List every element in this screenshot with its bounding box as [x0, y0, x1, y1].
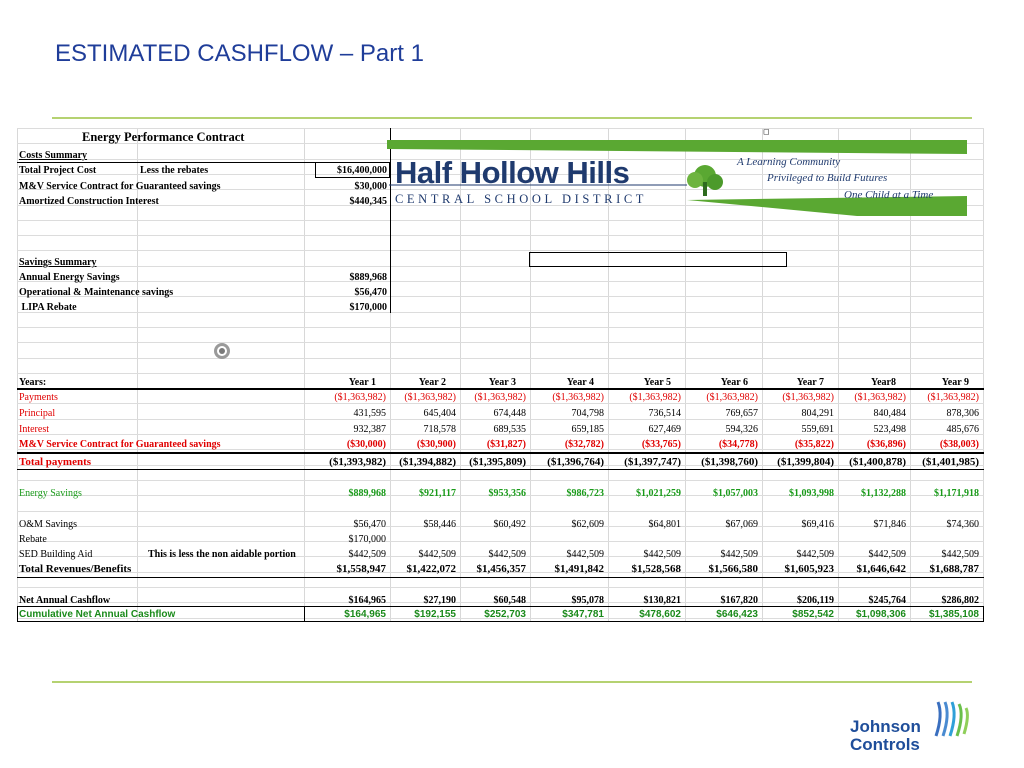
- cumulative-right-rule: [983, 606, 984, 622]
- cell-net-annual: $167,820: [720, 595, 758, 606]
- year-header: Year 3: [488, 377, 516, 388]
- cell-mv: ($34,778): [718, 439, 758, 450]
- cell-cumulative: $252,703: [484, 609, 526, 620]
- year-header: Year 7: [796, 377, 824, 388]
- grid-row: [17, 250, 984, 251]
- cell-mv: ($30,000): [346, 439, 386, 450]
- cell-mv: ($36,896): [866, 439, 906, 450]
- year-header: Year 9: [941, 377, 969, 388]
- year-header: Year 4: [566, 377, 594, 388]
- cell-om-savings: $60,492: [493, 519, 526, 530]
- year-header: Year8: [871, 377, 896, 388]
- cell-mv: ($30,900): [416, 439, 456, 450]
- empty-box: [529, 252, 787, 267]
- slide-title: ESTIMATED CASHFLOW – Part 1: [55, 40, 424, 67]
- cell-mv: ($32,782): [564, 439, 604, 450]
- row-label-sed: SED Building Aid: [19, 549, 93, 560]
- cell-payments: ($1,363,982): [629, 392, 681, 403]
- cell-om-savings: $74,360: [946, 519, 979, 530]
- cell-interest: 689,535: [493, 424, 526, 435]
- grid-col-0: [17, 128, 18, 622]
- cell-cumulative: $478,602: [639, 609, 681, 620]
- brand-line-1: Johnson: [850, 717, 921, 736]
- cumulative-bottom-rule: [17, 621, 984, 622]
- top-divider: [52, 117, 972, 119]
- cumulative-divider: [304, 606, 305, 622]
- cell-interest: 594,326: [725, 424, 758, 435]
- logo-subtitle: CENTRAL SCHOOL DISTRICT: [395, 192, 648, 206]
- grid-row: [17, 480, 984, 481]
- logo-tagline-2: Privileged to Build Futures: [767, 172, 888, 184]
- cell-om-savings: $64,801: [648, 519, 681, 530]
- cell-net-annual: $27,190: [423, 595, 456, 606]
- cell-net-annual: $95,078: [571, 595, 604, 606]
- saving-value-1: $56,470: [354, 287, 387, 298]
- grid-row: [17, 266, 984, 267]
- cell-cumulative: $852,542: [792, 609, 834, 620]
- cell-principal: 804,291: [801, 408, 834, 419]
- cell-total-revenues: $1,456,357: [476, 563, 526, 575]
- cell-net-annual: $130,821: [643, 595, 681, 606]
- row-label-net-annual: Net Annual Cashflow: [19, 595, 111, 606]
- grid-row: [17, 587, 984, 588]
- year-header: Year 6: [720, 377, 748, 388]
- cell-interest: 485,676: [946, 424, 979, 435]
- cell-energy-savings: $986,723: [566, 488, 604, 499]
- cell-interest: 627,469: [648, 424, 681, 435]
- cell-principal: 878,306: [946, 408, 979, 419]
- row-note-sed: This is less the non aidable portion: [148, 549, 296, 560]
- cell-net-annual: $206,119: [797, 595, 834, 606]
- cell-energy-savings: $1,132,288: [861, 488, 906, 499]
- row-label-mv: M&V Service Contract for Guaranteed savings: [19, 439, 221, 450]
- grid-row: [17, 220, 984, 221]
- grid-row: [17, 327, 984, 328]
- row-label-principal: Principal: [19, 408, 56, 419]
- cell-total-revenues: $1,491,842: [554, 563, 604, 575]
- years-separator: [17, 388, 984, 390]
- cell-total-payments: ($1,400,878): [849, 456, 906, 468]
- grid-row: [17, 541, 984, 542]
- saving-value-0: $889,968: [349, 272, 387, 283]
- row-label-energy-savings: Energy Savings: [19, 488, 82, 499]
- savings-summary-heading: Savings Summary: [19, 257, 97, 268]
- cell-payments: ($1,363,982): [927, 392, 979, 403]
- cell-net-annual: $245,764: [868, 595, 906, 606]
- saving-value-2: $170,000: [349, 302, 387, 313]
- cell-payments: ($1,363,982): [552, 392, 604, 403]
- cell-total-payments: ($1,401,985): [922, 456, 979, 468]
- cell-payments: ($1,363,982): [854, 392, 906, 403]
- cell-total-revenues: $1,558,947: [336, 563, 386, 575]
- cell-net-annual: $164,965: [348, 595, 386, 606]
- cell-total-payments: ($1,399,804): [777, 456, 834, 468]
- cell-cumulative: $646,423: [716, 609, 758, 620]
- grid-row: [17, 358, 984, 359]
- cell-payments: ($1,363,982): [706, 392, 758, 403]
- cumulative-top-rule: [17, 606, 984, 607]
- cell-principal: 840,484: [873, 408, 906, 419]
- cell-net-annual: $60,548: [493, 595, 526, 606]
- cell-mv: ($31,827): [486, 439, 526, 450]
- cell-total-revenues: $1,566,580: [708, 563, 758, 575]
- cell-total-payments: ($1,398,760): [701, 456, 758, 468]
- row-label-payments: Payments: [19, 392, 58, 403]
- cell-cumulative: $1,098,306: [855, 609, 906, 620]
- cell-energy-savings: $889,968: [348, 488, 386, 499]
- cell-total-payments: ($1,394,882): [399, 456, 456, 468]
- cell-payments: ($1,363,982): [334, 392, 386, 403]
- cell-principal: 431,595: [353, 408, 386, 419]
- logo-name: Half Hollow Hills: [395, 155, 630, 190]
- row-label-rebate: Rebate: [19, 534, 47, 545]
- grid-row: [17, 342, 984, 343]
- cell-principal: 704,798: [571, 408, 604, 419]
- cell-om-savings: $56,470: [353, 519, 386, 530]
- cell-sed: $442,509: [418, 549, 456, 560]
- cell-principal: 645,404: [423, 408, 456, 419]
- years-label: Years:: [19, 377, 47, 388]
- grid-row: [17, 312, 984, 313]
- cell-sed: $442,509: [348, 549, 386, 560]
- costs-underline: [17, 162, 315, 163]
- cell-energy-savings: $1,093,998: [789, 488, 834, 499]
- bottom-divider: [52, 681, 972, 683]
- cell-sed: $442,509: [720, 549, 758, 560]
- cell-net-annual: $286,802: [941, 595, 979, 606]
- grid-row: [17, 235, 984, 236]
- year-header: Year 2: [418, 377, 446, 388]
- cell-marker: ◻: [763, 127, 770, 136]
- cell-sed: $442,509: [566, 549, 604, 560]
- cell-total-payments: ($1,396,764): [547, 456, 604, 468]
- cell-om-savings: $67,069: [725, 519, 758, 530]
- cell-total-revenues: $1,422,072: [406, 563, 456, 575]
- tree-logo-icon: [687, 165, 723, 196]
- cell-mv: ($38,003): [939, 439, 979, 450]
- year-header: Year 1: [348, 377, 376, 388]
- grid-row: [17, 373, 984, 374]
- cell-interest: 718,578: [423, 424, 456, 435]
- cost-value-1: $30,000: [354, 181, 387, 192]
- row-label-total-payments: Total payments: [19, 456, 92, 468]
- cell-om-savings: $71,846: [873, 519, 906, 530]
- cell-payments: ($1,363,982): [404, 392, 456, 403]
- johnson-controls-mark-icon: [932, 700, 974, 740]
- costs-summary-heading: Costs Summary: [19, 150, 88, 161]
- grid-col-2: [304, 128, 305, 622]
- cell-cumulative: $347,781: [562, 609, 604, 620]
- cell-cumulative: $192,155: [414, 609, 456, 620]
- row-label-total-revenues: Total Revenues/Benefits: [19, 563, 132, 575]
- cell-sed: $442,509: [796, 549, 834, 560]
- row-label-om-savings: O&M Savings: [19, 519, 78, 530]
- cell-interest: 523,498: [873, 424, 906, 435]
- district-logo: [387, 138, 967, 216]
- cost-value-2: $440,345: [349, 196, 387, 207]
- cell-sed: $442,509: [868, 549, 906, 560]
- cell-principal: 736,514: [648, 408, 681, 419]
- cell-total-payments: ($1,397,747): [624, 456, 681, 468]
- cell-payments: ($1,363,982): [782, 392, 834, 403]
- cell-energy-savings: $1,171,918: [934, 488, 979, 499]
- cell-payments: ($1,363,982): [474, 392, 526, 403]
- cost-label-2: Amortized Construction Interest: [19, 196, 159, 207]
- cell-om-savings: $69,416: [801, 519, 834, 530]
- cell-principal: 769,657: [725, 408, 758, 419]
- cell-total-revenues: $1,528,568: [631, 563, 681, 575]
- cell-cumulative: $164,965: [344, 609, 386, 620]
- cell-total-payments: ($1,395,809): [469, 456, 526, 468]
- total-cost-box: [315, 162, 390, 178]
- grid-row: [17, 281, 984, 282]
- cost-note-0: Less the rebates: [140, 165, 209, 176]
- cost-label-1: M&V Service Contract for Guaranteed savings: [19, 181, 221, 192]
- cell-energy-savings: $1,021,259: [636, 488, 681, 499]
- cell-sed: $442,509: [941, 549, 979, 560]
- row-label-interest: Interest: [19, 424, 49, 435]
- cell-om-savings: $62,609: [571, 519, 604, 530]
- cell-principal: 674,448: [493, 408, 526, 419]
- year-header: Year 5: [643, 377, 671, 388]
- sheet-title: Energy Performance Contract: [82, 130, 245, 144]
- total-payments-top-rule: [17, 452, 984, 454]
- cost-value-0: $16,400,000: [337, 165, 387, 176]
- revenues-bottom-rule: [17, 577, 984, 578]
- seal-icon: [213, 342, 231, 360]
- cell-total-revenues: $1,646,642: [856, 563, 906, 575]
- saving-label-2: LIPA Rebate: [19, 302, 77, 313]
- cell-total-revenues: $1,688,787: [929, 563, 979, 575]
- grid-row: [17, 511, 984, 512]
- grid-col-11: [983, 128, 984, 622]
- cell-energy-savings: $1,057,003: [713, 488, 758, 499]
- cell-sed: $442,509: [643, 549, 681, 560]
- logo-tagline-1: A Learning Community: [737, 156, 841, 168]
- saving-label-1: Operational & Maintenance savings: [19, 287, 174, 298]
- row-label-cumulative: Cumulative Net Annual Cashflow: [19, 609, 176, 620]
- cell-sed: $442,509: [488, 549, 526, 560]
- cell-mv: ($35,822): [794, 439, 834, 450]
- cell-energy-savings: $921,117: [419, 488, 456, 499]
- cumulative-left-rule: [17, 606, 18, 622]
- cell-interest: 932,387: [353, 424, 386, 435]
- cell-rebate: $170,000: [348, 534, 386, 545]
- cost-label-0: Total Project Cost: [19, 165, 97, 176]
- cell-energy-savings: $953,356: [488, 488, 526, 499]
- grid-row: [17, 128, 984, 129]
- cell-mv: ($33,765): [641, 439, 681, 450]
- saving-label-0: Annual Energy Savings: [19, 272, 120, 283]
- cell-total-payments: ($1,393,982): [329, 456, 386, 468]
- cell-interest: 659,185: [571, 424, 604, 435]
- brand-line-2: Controls: [850, 735, 920, 754]
- cell-interest: 559,691: [801, 424, 834, 435]
- logo-tagline-3: One Child at a Time: [844, 189, 934, 201]
- total-payments-bottom-rule: [17, 469, 984, 470]
- cell-total-revenues: $1,605,923: [784, 563, 834, 575]
- cell-om-savings: $58,446: [423, 519, 456, 530]
- cell-cumulative: $1,385,108: [928, 609, 979, 620]
